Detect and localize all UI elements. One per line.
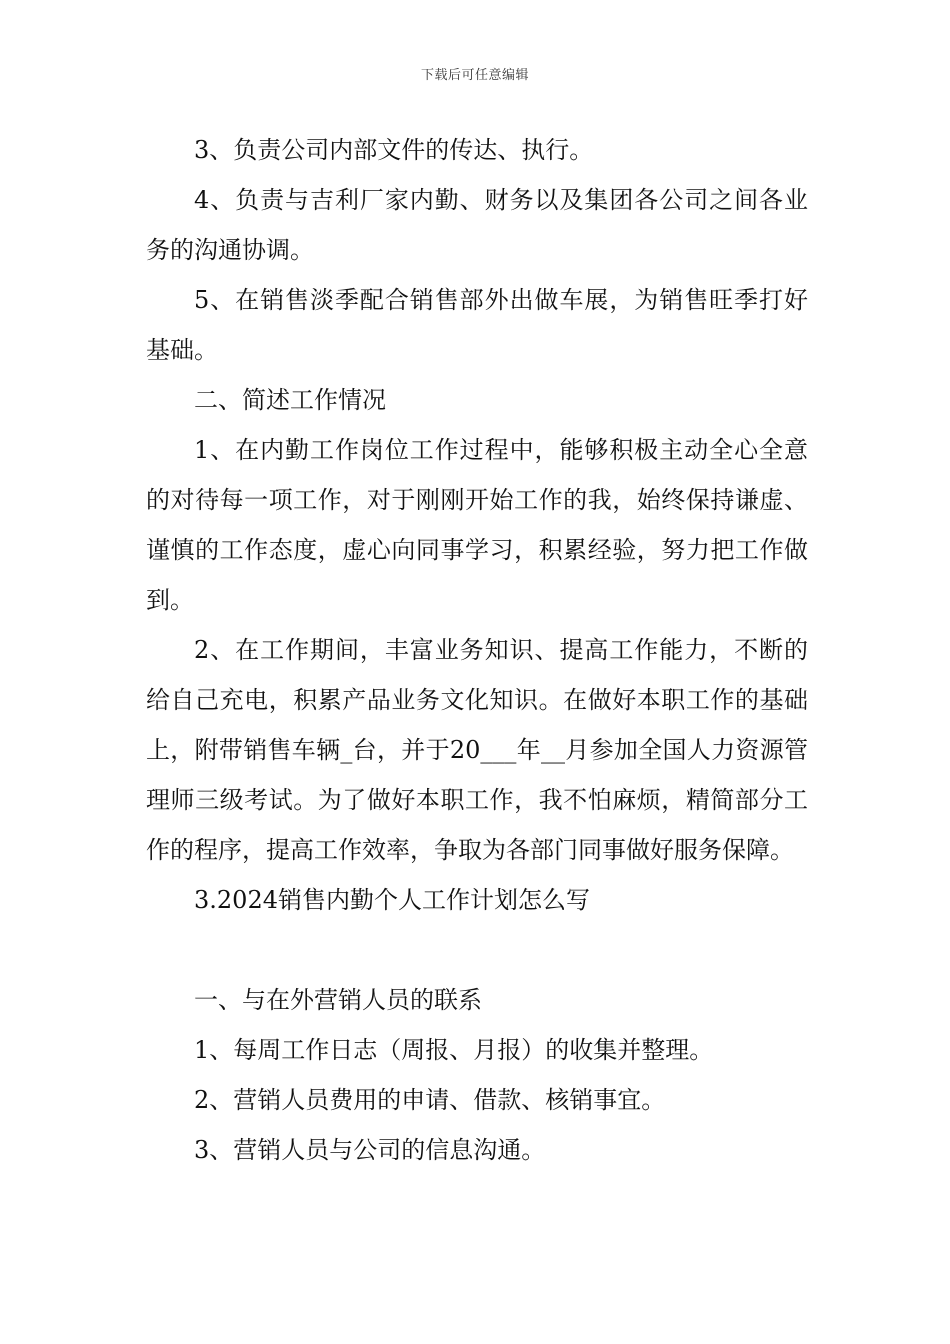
- paragraph-duty-5: 5、在销售淡季配合销售部外出做车展，为销售旺季打好基础。: [146, 286, 808, 364]
- section-title-plan: 3.2024销售内勤个人工作计划怎么写: [194, 886, 590, 914]
- section-heading-work-summary: 二、简述工作情况: [194, 386, 386, 414]
- blank-line: [146, 925, 808, 975]
- paragraph-duty-3: 3、负责公司内部文件的传达、执行。: [194, 136, 594, 164]
- paragraph-contact-2: 2、营销人员费用的申请、借款、核销事宜。: [194, 1086, 666, 1114]
- document-body: [146, 125, 808, 1175]
- paragraph-work-1: 1、在内勤工作岗位工作过程中，能够积极主动全心全意的对待每一项工作，对于刚刚开始工作的我，始终保持谦虚、谨慎的工作态度，虚心向同事学习，积累经验，努力把工作做到。: [146, 436, 808, 614]
- paragraph-duty-4: 4、负责与吉利厂家内勤、财务以及集团各公司之间各业务的沟通协调。: [146, 186, 808, 264]
- section-heading-contact: 一、与在外营销人员的联系: [194, 986, 482, 1014]
- paragraph-contact-1: 1、每周工作日志（周报、月报）的收集并整理。: [194, 1036, 714, 1064]
- paragraph-contact-3: 3、营销人员与公司的信息沟通。: [194, 1136, 546, 1164]
- paragraph-work-2: 2、在工作期间，丰富业务知识、提高工作能力，不断的给自己充电，积累产品业务文化知识。在做好本职工作的基础上，附带销售车辆_台，并于20___年__月参加全国人力资源管理师三级考试。为了做好本职工作，我不怕麻烦，精简部分工作的程序，提高工作效率，争取为各部门同事做好服务保障。: [146, 636, 808, 864]
- page-header: 下载后可任意编辑: [420, 68, 529, 83]
